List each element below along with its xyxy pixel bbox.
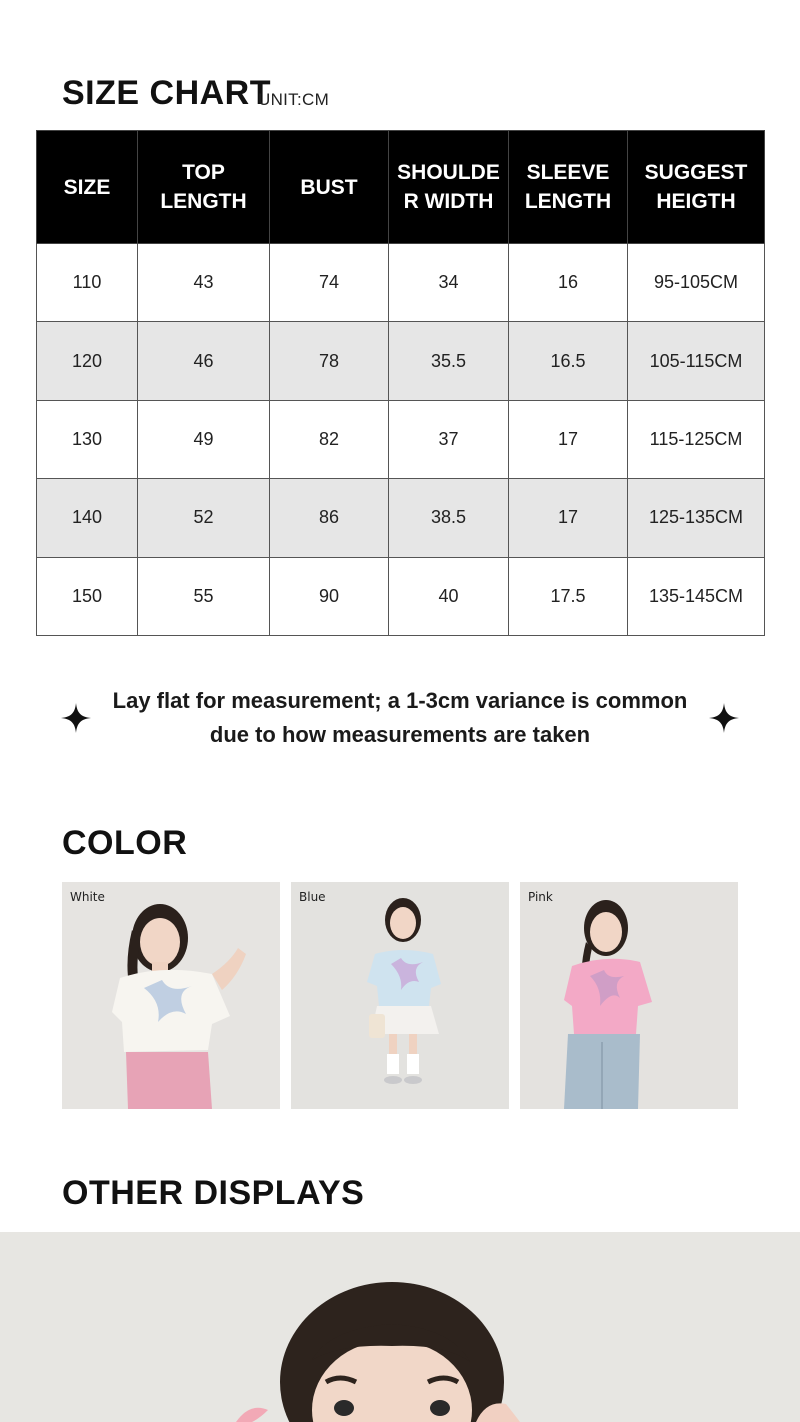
table-cell: 16.5 — [509, 322, 628, 400]
table-cell: 55 — [138, 557, 270, 635]
table-cell: 17 — [509, 400, 628, 478]
other-displays-title: OTHER DISPLAYS — [62, 1174, 365, 1212]
header-bust: BUST — [270, 131, 389, 244]
sparkle-icon — [709, 703, 739, 733]
measurement-note — [100, 684, 700, 752]
table-row — [37, 400, 765, 478]
table-cell: 115-125CM — [628, 400, 765, 478]
model-photo-white — [62, 882, 280, 1109]
table-cell: 37 — [389, 400, 509, 478]
table-header-row — [37, 131, 765, 244]
table-cell: 125-135CM — [628, 479, 765, 557]
table-row — [37, 479, 765, 557]
color-swatch-white[interactable] — [62, 882, 280, 1109]
table-cell: 17.5 — [509, 557, 628, 635]
other-display-photo — [0, 1232, 800, 1422]
color-title: COLOR — [62, 824, 188, 862]
table-cell: 140 — [37, 479, 138, 557]
table-cell: 86 — [270, 479, 389, 557]
header-size: SIZE — [37, 131, 138, 244]
header-shoulder-width: SHOULDE R WIDTH — [389, 131, 509, 244]
note-line-2: due to how measurements are taken — [209, 722, 591, 747]
table-cell: 74 — [270, 244, 389, 322]
table-cell: 49 — [138, 400, 270, 478]
sparkle-icon — [61, 703, 91, 733]
table-row — [37, 557, 765, 635]
table-cell: 16 — [509, 244, 628, 322]
table-cell: 40 — [389, 557, 509, 635]
swatch-label: White — [70, 890, 105, 904]
table-cell: 35.5 — [389, 322, 509, 400]
table-cell: 95-105CM — [628, 244, 765, 322]
color-swatch-blue[interactable] — [291, 882, 509, 1109]
hero-photo — [0, 1232, 800, 1422]
table-cell: 150 — [37, 557, 138, 635]
table-cell: 52 — [138, 479, 270, 557]
table-cell: 135-145CM — [628, 557, 765, 635]
header-sleeve-length: SLEEVE LENGTH — [509, 131, 628, 244]
model-photo-pink — [520, 882, 738, 1109]
table-row — [37, 244, 765, 322]
table-row — [37, 322, 765, 400]
table-cell: 78 — [270, 322, 389, 400]
note-line-1: Lay flat for measurement; a 1-3cm variance is common — [112, 688, 688, 713]
table-cell: 17 — [509, 479, 628, 557]
swatch-label: Blue — [299, 890, 326, 904]
table-cell: 110 — [37, 244, 138, 322]
table-cell: 43 — [138, 244, 270, 322]
table-cell: 130 — [37, 400, 138, 478]
size-chart-title: SIZE CHART — [62, 74, 271, 112]
header-top-length: TOP LENGTH — [138, 131, 270, 244]
unit-label: UNIT:CM — [258, 90, 330, 109]
table-cell: 82 — [270, 400, 389, 478]
model-photo-blue — [291, 882, 509, 1109]
header-suggest-height: SUGGEST HEIGTH — [628, 131, 765, 244]
table-cell: 105-115CM — [628, 322, 765, 400]
swatch-label: Pink — [528, 890, 553, 904]
table-cell: 90 — [270, 557, 389, 635]
table-cell: 120 — [37, 322, 138, 400]
table-cell: 46 — [138, 322, 270, 400]
color-swatch-pink[interactable] — [520, 882, 738, 1109]
table-cell: 34 — [389, 244, 509, 322]
table-cell: 38.5 — [389, 479, 509, 557]
size-chart-table — [36, 130, 765, 636]
